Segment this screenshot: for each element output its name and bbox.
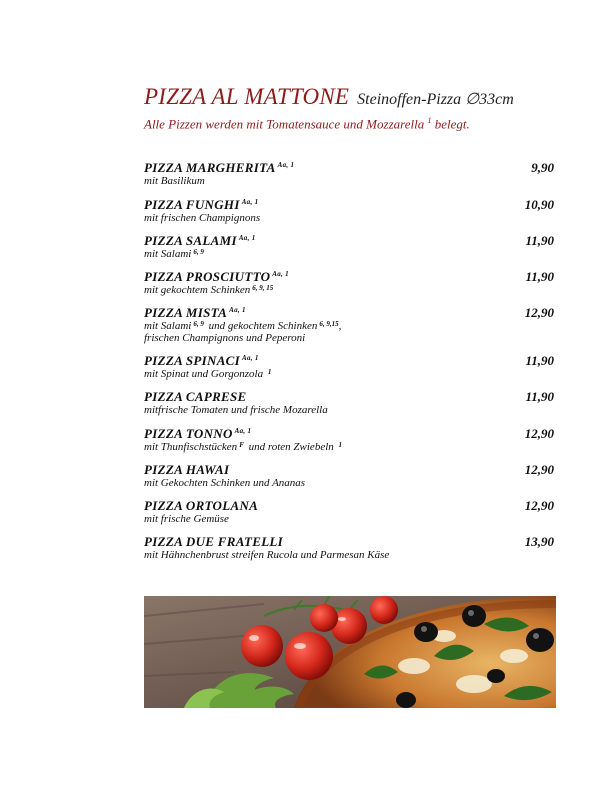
item-price: 11,90 [525, 233, 554, 248]
additive-note: 6, 9 [193, 248, 204, 256]
item-name: PIZZA MISTA [144, 305, 228, 320]
item-description: mit Thunfischstücken [144, 441, 238, 453]
item-price: 11,90 [525, 269, 554, 284]
additive-note: 1 [338, 441, 343, 449]
item-description: mit Hähnchenbrust streifen Rucola und Parmesan Käse [144, 549, 390, 561]
additive-note: 6, 9 [193, 320, 204, 328]
item-description: mitfrische Tomaten und frische Mozarella [144, 404, 328, 416]
allergen-note: Aa, 1 [234, 427, 252, 435]
intro-text: Alle Pizzen werden mit Tomatensauce und Mozzarella $^1$ belegt. [144, 116, 470, 132]
item-name: PIZZA TONNO [144, 426, 233, 441]
item-price: 10,90 [524, 197, 554, 212]
additive-note: 6, 9,15 [319, 320, 339, 328]
item-name: PIZZA PROSCIUTTO [144, 269, 271, 284]
menu-item-mista: PIZZA MISTA $^{Aa, 1}$ mit Salami $^{6, 9}$ und gekochtem Schinken $^{6, 9,15}$, frischen Champignons und Peperoni 12,90 [144, 305, 554, 344]
item-name: PIZZA FUNGHI [144, 197, 240, 212]
item-price: 12,90 [524, 305, 554, 320]
title-line [144, 84, 564, 113]
item-name: PIZZA SALAMI [144, 233, 237, 248]
item-description-line2: frischen Champignons und Peperoni [144, 332, 306, 344]
menu-item-spinaci [144, 353, 554, 380]
item-price: 12,90 [524, 462, 554, 477]
item-price: 13,90 [524, 534, 554, 549]
item-description-continued: und roten Zwiebeln [248, 441, 334, 453]
menu-item-funghi [144, 197, 554, 224]
page-subtitle: Steinoffen-Pizza ∅33cm [357, 91, 514, 108]
menu-header [144, 84, 564, 132]
menu-item-prosciutto [144, 269, 554, 296]
allergen-note: Aa, 1 [277, 161, 295, 169]
additive-note: F [239, 441, 244, 449]
item-description: mit Salami [144, 320, 192, 332]
item-price: 9,90 [531, 160, 554, 175]
menu-item-caprese [144, 389, 554, 416]
allergen-note: Aa, 1 [242, 354, 259, 362]
item-price: 11,90 [525, 353, 554, 368]
item-price: 12,90 [524, 498, 554, 513]
item-description: mit Gekochten Schinken und Ananas [144, 477, 306, 489]
item-description: mit frische Gemüse [144, 513, 229, 525]
pizza-photo [144, 596, 556, 708]
allergen-note: Aa, 1 [238, 234, 256, 242]
item-name: PIZZA MARGHERITA [144, 160, 276, 175]
additive-note: 1 [267, 368, 272, 376]
item-description: mit Salami [144, 248, 192, 260]
item-description: mit gekochtem Schinken [144, 284, 251, 296]
item-price: 12,90 [524, 426, 554, 441]
item-description-continued: und gekochtem Schinken [208, 320, 318, 332]
item-description: mit Spinat und Gorgonzola [144, 368, 264, 380]
item-description: mit frischen Champignons [144, 212, 261, 224]
menu-item-margherita [144, 160, 554, 187]
menu-item-ortolana [144, 498, 554, 525]
page-title: PIZZA AL MATTONE [144, 84, 350, 109]
item-name: PIZZA DUE FRATELLI [144, 534, 284, 549]
item-name: PIZZA HAWAI [144, 462, 230, 477]
menu-item-tonno [144, 426, 554, 453]
menu-item-due-fratelli [144, 534, 554, 561]
item-description: mit Basilikum [144, 175, 205, 187]
item-price: 11,90 [525, 389, 554, 404]
pizza-illustration [144, 596, 556, 708]
item-name: PIZZA SPINACI [144, 353, 241, 368]
allergen-note: Aa, 1 [241, 198, 259, 206]
menu-item-hawai [144, 462, 554, 489]
item-name: PIZZA ORTOLANA [144, 498, 259, 513]
allergen-note: Aa, 1 [229, 306, 246, 314]
allergen-note: Aa, 1 [272, 270, 289, 278]
additive-note: 6, 9, 15 [252, 284, 274, 292]
item-name: PIZZA CAPRESE [144, 389, 247, 404]
menu-item-salami [144, 233, 554, 260]
